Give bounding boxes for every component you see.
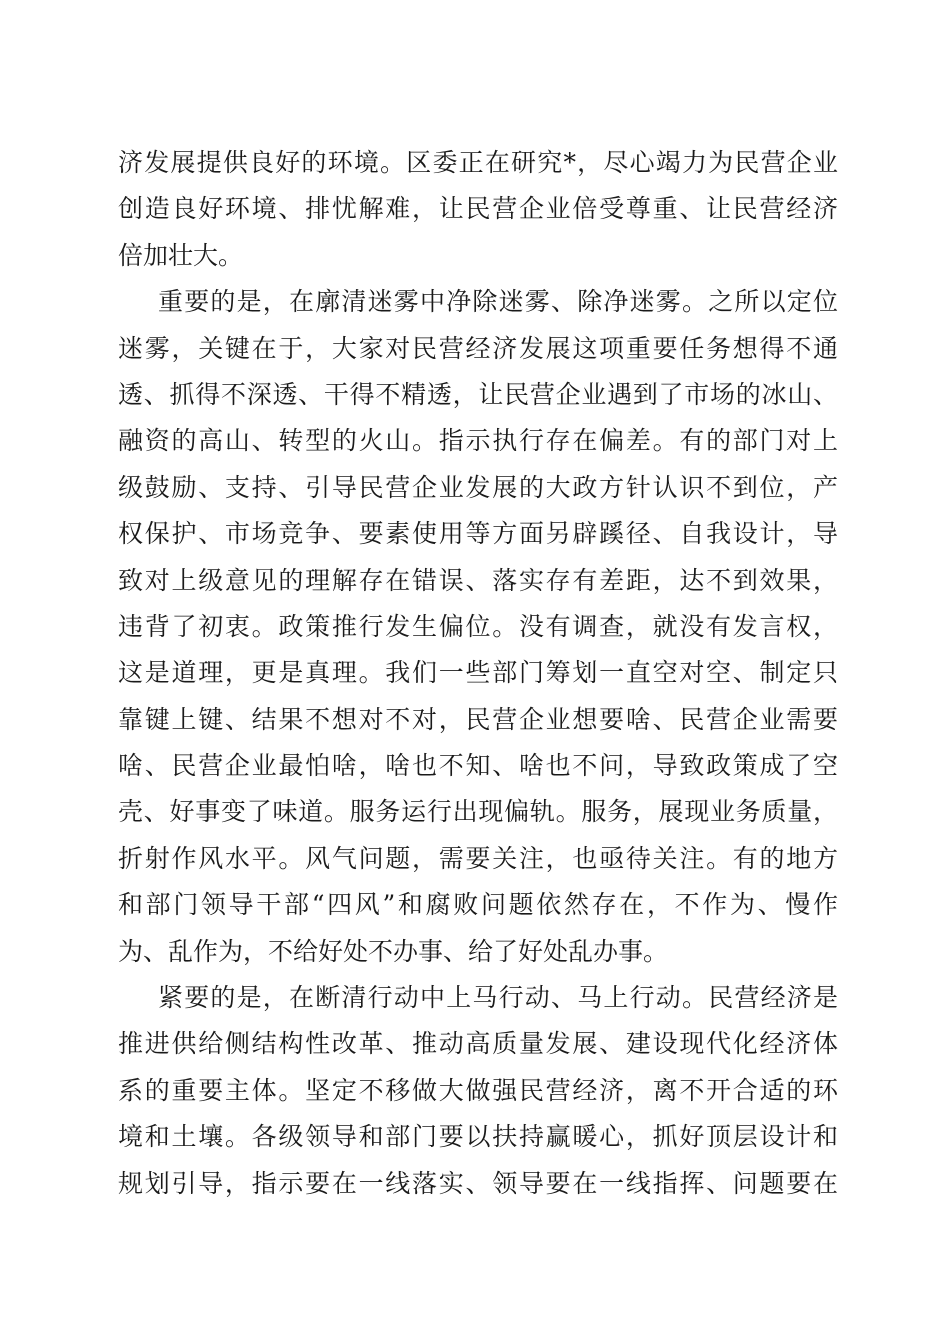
text-line: 紧要的是，在断清行动中上马行动、马上行动。民营经济是 (158, 983, 838, 1013)
text-line: 权保护、市场竞争、要素使用等方面另辟蹊径、自我设计，导 (118, 519, 838, 549)
text-line: 违背了初衷。政策推行发生偏位。没有调查，就没有发言权， (118, 611, 838, 641)
text-line: 济发展提供良好的环境。区委正在研究*，尽心竭力为民营企业 (118, 148, 838, 177)
text-line: 级鼓励、支持、引导民营企业发展的大政方针认识不到位，产 (118, 472, 838, 502)
text-line: 倍加壮大。 (118, 240, 244, 270)
text-line: 这是道理，更是真理。我们一些部门筹划一直空对空、制定只 (118, 658, 838, 688)
text-line: 推进供给侧结构性改革、推动高质量发展、建设现代化经济体 (118, 1029, 838, 1059)
text-line: 和部门领导干部“四风”和腐败问题依然存在，不作为、慢作 (118, 890, 838, 920)
text-line: 系的重要主体。坚定不移做大做强民营经济，离不开合适的环 (118, 1075, 838, 1105)
text-line: 折射作风水平。风气问题，需要关注，也亟待关注。有的地方 (118, 843, 838, 873)
text-line: 为、乱作为，不给好处不办事、给了好处乱办事。 (118, 936, 669, 966)
text-line: 融资的高山、转型的火山。指示执行存在偏差。有的部门对上 (118, 426, 838, 456)
text-line: 致对上级意见的理解存在错误、落实存有差距，达不到效果， (118, 565, 838, 595)
text-line: 啥、民营企业最怕啥，啥也不知、啥也不问，导致政策成了空 (118, 751, 838, 781)
text-line: 透、抓得不深透、干得不精透，让民营企业遇到了市场的冰山、 (118, 379, 838, 409)
text-line: 规划引导，指示要在一线落实、领导要在一线指挥、问题要在 (118, 1168, 838, 1198)
text-line: 境和土壤。各级领导和部门要以扶持赢暖心，抓好顶层设计和 (118, 1122, 838, 1152)
text-line: 靠键上键、结果不想对不对，民营企业想要啥、民营企业需要 (118, 704, 838, 734)
text-line: 迷雾，关键在于，大家对民营经济发展这项重要任务想得不通 (118, 333, 838, 363)
text-line: 创造良好环境、排忧解难，让民营企业倍受尊重、让民营经济 (118, 194, 838, 224)
text-line: 壳、好事变了味道。服务运行出现偏轨。服务，展现业务质量， (118, 797, 838, 827)
document-body (118, 140, 838, 1207)
text-line: 重要的是，在廓清迷雾中净除迷雾、除净迷雾。之所以定位 (158, 287, 838, 317)
